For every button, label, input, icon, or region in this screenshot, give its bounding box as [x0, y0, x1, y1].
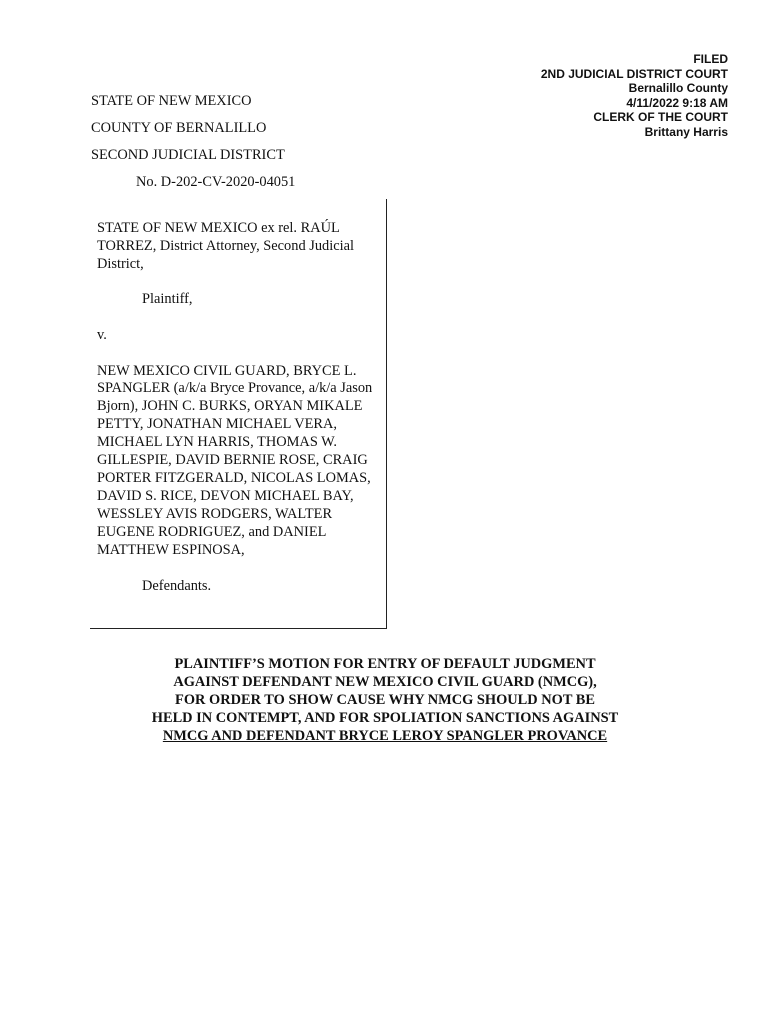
case-number: No. D-202-CV-2020-04051	[136, 174, 296, 190]
case-caption-box	[90, 199, 387, 629]
header-state: STATE OF NEW MEXICO	[91, 93, 252, 109]
stamp-county: Bernalillo County	[628, 81, 728, 96]
plaintiff-party: STATE OF NEW MEXICO ex rel. RAÚL TORREZ, District Attorney, Second Judicial District,	[97, 220, 354, 272]
motion-title	[110, 656, 660, 746]
caption-text	[97, 220, 382, 595]
plaintiff-role: Plaintiff,	[142, 290, 193, 307]
motion-title-line-5: NMCG AND DEFENDANT BRYCE LEROY SPANGLER PROVANCE	[162, 727, 608, 744]
header-county: COUNTY OF BERNALILLO	[91, 120, 267, 136]
defendant-role: Defendants.	[142, 577, 212, 594]
filing-stamp	[408, 52, 728, 140]
motion-title-line-1: PLAINTIFF’S MOTION FOR ENTRY OF DEFAULT JUDGMENT	[174, 656, 596, 672]
stamp-datetime: 4/11/2022 9:18 AM	[626, 95, 728, 110]
stamp-filed: FILED	[693, 52, 728, 66]
stamp-clerk-title: CLERK OF THE COURT	[593, 110, 728, 125]
defendant-parties: NEW MEXICO CIVIL GUARD, BRYCE L. SPANGLER (a/k/a Bryce Provance, a/k/a Jason Bjorn), JOHN C. BURKS, ORYAN MIKALE PETTY, JONATHAN MICHAEL VERA, MICHAEL LYN HARRIS, THOMAS W. GILLESPIE, DAVID BERNIE ROSE, CRAIG PORTER FITZGERALD, NICOLAS LOMAS, DAVID S. RICE, DEVON MICHAEL BAY, WESSLEY AVIS RODGERS, WALTER EUGENE RODRIGUEZ, and DANIEL MATTHEW ESPINOSA,	[97, 362, 373, 558]
motion-title-line-4: HELD IN CONTEMPT, AND FOR SPOLIATION SANCTIONS AGAINST	[151, 709, 619, 726]
versus: v.	[97, 326, 107, 343]
motion-title-line-3: FOR ORDER TO SHOW CAUSE WHY NMCG SHOULD NOT BE	[175, 691, 595, 708]
header-district: SECOND JUDICIAL DISTRICT	[91, 147, 285, 163]
stamp-clerk-name: Brittany Harris	[644, 124, 728, 139]
motion-title-line-2: AGAINST DEFENDANT NEW MEXICO CIVIL GUARD (NMCG),	[173, 673, 597, 690]
stamp-court: 2ND JUDICIAL DISTRICT COURT	[540, 66, 728, 81]
